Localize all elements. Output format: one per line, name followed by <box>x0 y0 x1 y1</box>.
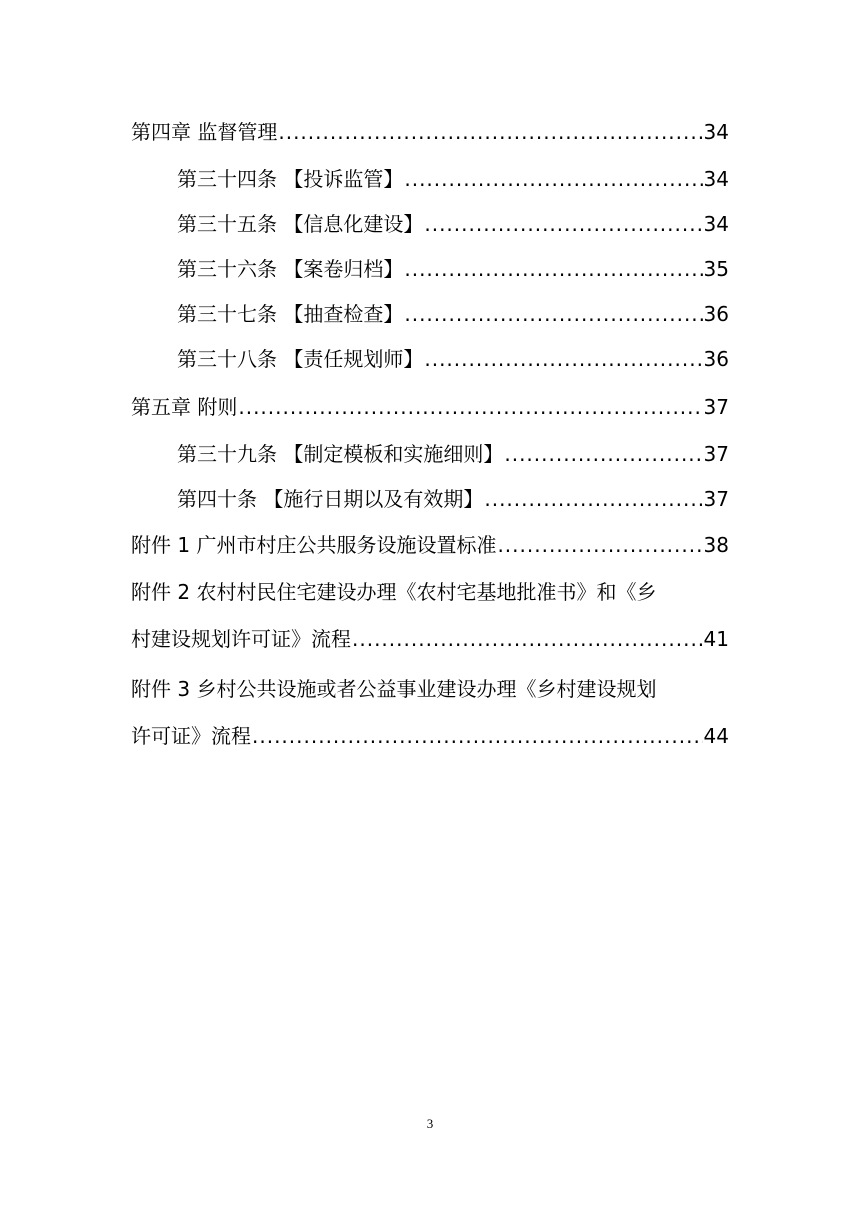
toc-entry-article-34[interactable] <box>131 157 729 202</box>
toc-entry-article-35[interactable] <box>131 202 729 247</box>
page-number: 3 <box>426 1116 434 1131</box>
table-of-contents <box>131 107 729 760</box>
toc-leader-dots <box>238 382 702 432</box>
toc-entry-article-38[interactable] <box>131 337 729 382</box>
toc-entry-annex-3-last-line <box>131 713 729 760</box>
toc-entry-annex-3[interactable] <box>131 666 729 760</box>
toc-entry-page: 38 <box>703 533 729 557</box>
toc-entry-label: 第三十六条 【案卷归档】 <box>177 257 404 281</box>
toc-entry-label: 第三十八条 【责任规划师】 <box>177 347 424 371</box>
toc-leader-dots <box>484 477 702 522</box>
toc-entry-annex-2-last-line <box>131 616 729 663</box>
toc-entry-label: 第五章 附则 <box>131 395 238 419</box>
toc-entry-page: 34 <box>703 212 729 236</box>
toc-entry-label-line2: 许可证》流程 <box>131 724 251 748</box>
toc-leader-dots <box>404 157 702 202</box>
toc-entry-chapter-5[interactable] <box>131 382 729 432</box>
toc-entry-page: 36 <box>703 302 729 326</box>
toc-entry-label: 第三十七条 【抽查检查】 <box>177 302 404 326</box>
toc-leader-dots <box>278 107 702 157</box>
toc-entry-page: 35 <box>703 257 729 281</box>
toc-entry-page: 44 <box>703 724 729 748</box>
toc-entry-label: 附件 1 广州市村庄公共服务设施设置标准 <box>131 533 497 557</box>
toc-entry-label: 第三十五条 【信息化建设】 <box>177 212 424 236</box>
toc-entry-page: 36 <box>703 347 729 371</box>
toc-entry-page: 41 <box>703 627 729 651</box>
toc-entry-article-40[interactable] <box>131 477 729 522</box>
toc-entry-label-line2: 村建设规划许可证》流程 <box>131 627 351 651</box>
toc-entry-page: 34 <box>703 167 729 191</box>
toc-entry-article-39[interactable] <box>131 432 729 477</box>
toc-entry-label-line1: 附件 3 乡村公共设施或者公益事业建设办理《乡村建设规划 <box>131 677 657 701</box>
toc-leader-dots <box>504 432 702 477</box>
toc-leader-dots <box>404 292 702 337</box>
toc-entry-annex-1[interactable] <box>131 522 729 569</box>
toc-entry-page: 37 <box>703 442 729 466</box>
toc-leader-dots <box>497 522 702 569</box>
toc-entry-label: 第四章 监督管理 <box>131 120 278 144</box>
toc-leader-dots <box>424 337 702 382</box>
toc-entry-annex-2[interactable] <box>131 569 729 663</box>
toc-entry-label: 第三十四条 【投诉监管】 <box>177 167 404 191</box>
toc-leader-dots <box>404 247 702 292</box>
toc-entry-label-line1: 附件 2 农村村民住宅建设办理《农村宅基地批准书》和《乡 <box>131 580 657 604</box>
toc-entry-article-36[interactable] <box>131 247 729 292</box>
toc-entry-page: 34 <box>703 120 729 144</box>
toc-entry-page: 37 <box>703 395 729 419</box>
toc-entry-chapter-4[interactable] <box>131 107 729 157</box>
toc-entry-article-37[interactable] <box>131 292 729 337</box>
toc-leader-dots <box>252 713 703 760</box>
toc-entry-page: 37 <box>703 487 729 511</box>
toc-leader-dots <box>352 616 703 663</box>
toc-entry-label: 第三十九条 【制定模板和实施细则】 <box>177 442 504 466</box>
toc-leader-dots <box>424 202 702 247</box>
toc-entry-label: 第四十条 【施行日期以及有效期】 <box>177 487 484 511</box>
